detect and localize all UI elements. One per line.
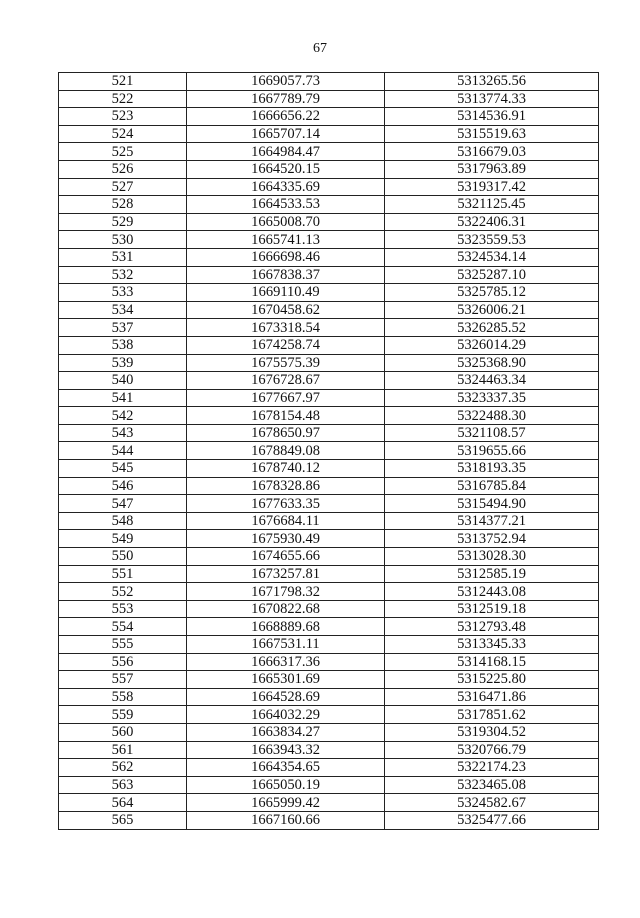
y-coordinate-cell: 5316679.03: [385, 143, 599, 161]
y-coordinate-cell: 5313028.30: [385, 548, 599, 566]
y-coordinate-cell: 5319317.42: [385, 178, 599, 196]
coordinates-table: [58, 72, 599, 830]
x-coordinate-cell: 1664528.69: [187, 688, 385, 706]
y-coordinate-cell: 5312793.48: [385, 618, 599, 636]
point-number-cell: 526: [59, 160, 187, 178]
table-row: [59, 73, 599, 91]
table-row: [59, 442, 599, 460]
x-coordinate-cell: 1670822.68: [187, 600, 385, 618]
x-coordinate-cell: 1663943.32: [187, 741, 385, 759]
table-row: [59, 336, 599, 354]
x-coordinate-cell: 1665707.14: [187, 125, 385, 143]
x-coordinate-cell: 1678650.97: [187, 424, 385, 442]
point-number-cell: 543: [59, 424, 187, 442]
point-number-cell: 562: [59, 759, 187, 777]
table-row: [59, 90, 599, 108]
table-row: [59, 759, 599, 777]
y-coordinate-cell: 5313752.94: [385, 530, 599, 548]
table-row: [59, 213, 599, 231]
table-row: [59, 284, 599, 302]
y-coordinate-cell: 5313345.33: [385, 636, 599, 654]
y-coordinate-cell: 5312519.18: [385, 600, 599, 618]
x-coordinate-cell: 1678740.12: [187, 460, 385, 478]
table-row: [59, 108, 599, 126]
point-number-cell: 529: [59, 213, 187, 231]
table-row: [59, 723, 599, 741]
table-row: [59, 178, 599, 196]
x-coordinate-cell: 1678849.08: [187, 442, 385, 460]
point-number-cell: 560: [59, 723, 187, 741]
point-number-cell: 522: [59, 90, 187, 108]
y-coordinate-cell: 5315519.63: [385, 125, 599, 143]
x-coordinate-cell: 1669110.49: [187, 284, 385, 302]
point-number-cell: 564: [59, 794, 187, 812]
table-row: [59, 125, 599, 143]
point-number-cell: 565: [59, 811, 187, 829]
y-coordinate-cell: 5318193.35: [385, 460, 599, 478]
x-coordinate-cell: 1676728.67: [187, 372, 385, 390]
y-coordinate-cell: 5323337.35: [385, 389, 599, 407]
point-number-cell: 541: [59, 389, 187, 407]
x-coordinate-cell: 1678154.48: [187, 407, 385, 425]
y-coordinate-cell: 5317963.89: [385, 160, 599, 178]
y-coordinate-cell: 5316471.86: [385, 688, 599, 706]
y-coordinate-cell: 5322406.31: [385, 213, 599, 231]
table-row: [59, 688, 599, 706]
table-row: [59, 794, 599, 812]
x-coordinate-cell: 1670458.62: [187, 301, 385, 319]
y-coordinate-cell: 5324534.14: [385, 248, 599, 266]
table-row: [59, 706, 599, 724]
point-number-cell: 546: [59, 477, 187, 495]
table-row: [59, 143, 599, 161]
point-number-cell: 552: [59, 583, 187, 601]
x-coordinate-cell: 1677667.97: [187, 389, 385, 407]
table-row: [59, 301, 599, 319]
x-coordinate-cell: 1667160.66: [187, 811, 385, 829]
point-number-cell: 521: [59, 73, 187, 91]
y-coordinate-cell: 5323559.53: [385, 231, 599, 249]
y-coordinate-cell: 5322488.30: [385, 407, 599, 425]
x-coordinate-cell: 1663834.27: [187, 723, 385, 741]
x-coordinate-cell: 1667531.11: [187, 636, 385, 654]
point-number-cell: 556: [59, 653, 187, 671]
x-coordinate-cell: 1664533.53: [187, 196, 385, 214]
point-number-cell: 545: [59, 460, 187, 478]
x-coordinate-cell: 1664984.47: [187, 143, 385, 161]
point-number-cell: 553: [59, 600, 187, 618]
table-row: [59, 548, 599, 566]
point-number-cell: 540: [59, 372, 187, 390]
point-number-cell: 534: [59, 301, 187, 319]
point-number-cell: 532: [59, 266, 187, 284]
point-number-cell: 531: [59, 248, 187, 266]
table-row: [59, 372, 599, 390]
table-row: [59, 248, 599, 266]
x-coordinate-cell: 1676684.11: [187, 512, 385, 530]
x-coordinate-cell: 1667789.79: [187, 90, 385, 108]
x-coordinate-cell: 1665301.69: [187, 671, 385, 689]
x-coordinate-cell: 1677633.35: [187, 495, 385, 513]
point-number-cell: 548: [59, 512, 187, 530]
x-coordinate-cell: 1673257.81: [187, 565, 385, 583]
table-row: [59, 583, 599, 601]
point-number-cell: 555: [59, 636, 187, 654]
x-coordinate-cell: 1665741.13: [187, 231, 385, 249]
y-coordinate-cell: 5319655.66: [385, 442, 599, 460]
x-coordinate-cell: 1675575.39: [187, 354, 385, 372]
y-coordinate-cell: 5313774.33: [385, 90, 599, 108]
point-number-cell: 539: [59, 354, 187, 372]
y-coordinate-cell: 5321108.57: [385, 424, 599, 442]
point-number-cell: 563: [59, 776, 187, 794]
x-coordinate-cell: 1671798.32: [187, 583, 385, 601]
y-coordinate-cell: 5313265.56: [385, 73, 599, 91]
y-coordinate-cell: 5325785.12: [385, 284, 599, 302]
x-coordinate-cell: 1678328.86: [187, 477, 385, 495]
x-coordinate-cell: 1664032.29: [187, 706, 385, 724]
point-number-cell: 533: [59, 284, 187, 302]
y-coordinate-cell: 5314536.91: [385, 108, 599, 126]
table-row: [59, 231, 599, 249]
y-coordinate-cell: 5314168.15: [385, 653, 599, 671]
point-number-cell: 558: [59, 688, 187, 706]
table-row: [59, 776, 599, 794]
table-row: [59, 460, 599, 478]
x-coordinate-cell: 1674655.66: [187, 548, 385, 566]
x-coordinate-cell: 1665008.70: [187, 213, 385, 231]
x-coordinate-cell: 1666698.46: [187, 248, 385, 266]
table-row: [59, 671, 599, 689]
point-number-cell: 547: [59, 495, 187, 513]
point-number-cell: 527: [59, 178, 187, 196]
point-number-cell: 542: [59, 407, 187, 425]
point-number-cell: 528: [59, 196, 187, 214]
point-number-cell: 537: [59, 319, 187, 337]
x-coordinate-cell: 1665999.42: [187, 794, 385, 812]
table-row: [59, 407, 599, 425]
x-coordinate-cell: 1664354.65: [187, 759, 385, 777]
x-coordinate-cell: 1675930.49: [187, 530, 385, 548]
table-row: [59, 811, 599, 829]
table-row: [59, 319, 599, 337]
x-coordinate-cell: 1668889.68: [187, 618, 385, 636]
y-coordinate-cell: 5326285.52: [385, 319, 599, 337]
point-number-cell: 524: [59, 125, 187, 143]
table-row: [59, 495, 599, 513]
x-coordinate-cell: 1666656.22: [187, 108, 385, 126]
table-row: [59, 266, 599, 284]
y-coordinate-cell: 5315225.80: [385, 671, 599, 689]
x-coordinate-cell: 1674258.74: [187, 336, 385, 354]
y-coordinate-cell: 5326014.29: [385, 336, 599, 354]
table-row: [59, 600, 599, 618]
x-coordinate-cell: 1666317.36: [187, 653, 385, 671]
point-number-cell: 559: [59, 706, 187, 724]
point-number-cell: 554: [59, 618, 187, 636]
y-coordinate-cell: 5315494.90: [385, 495, 599, 513]
y-coordinate-cell: 5323465.08: [385, 776, 599, 794]
y-coordinate-cell: 5321125.45: [385, 196, 599, 214]
y-coordinate-cell: 5325287.10: [385, 266, 599, 284]
table-row: [59, 196, 599, 214]
y-coordinate-cell: 5324463.34: [385, 372, 599, 390]
x-coordinate-cell: 1664520.15: [187, 160, 385, 178]
table-row: [59, 530, 599, 548]
page-number: 67: [313, 41, 327, 56]
y-coordinate-cell: 5325477.66: [385, 811, 599, 829]
point-number-cell: 561: [59, 741, 187, 759]
point-number-cell: 551: [59, 565, 187, 583]
y-coordinate-cell: 5320766.79: [385, 741, 599, 759]
y-coordinate-cell: 5322174.23: [385, 759, 599, 777]
x-coordinate-cell: 1664335.69: [187, 178, 385, 196]
table-row: [59, 653, 599, 671]
y-coordinate-cell: 5312585.19: [385, 565, 599, 583]
y-coordinate-cell: 5325368.90: [385, 354, 599, 372]
point-number-cell: 538: [59, 336, 187, 354]
point-number-cell: 525: [59, 143, 187, 161]
table-row: [59, 477, 599, 495]
coordinates-table-body: [59, 73, 599, 830]
table-row: [59, 741, 599, 759]
table-row: [59, 565, 599, 583]
y-coordinate-cell: 5326006.21: [385, 301, 599, 319]
x-coordinate-cell: 1665050.19: [187, 776, 385, 794]
table-row: [59, 618, 599, 636]
point-number-cell: 557: [59, 671, 187, 689]
table-row: [59, 354, 599, 372]
table-row: [59, 512, 599, 530]
y-coordinate-cell: 5314377.21: [385, 512, 599, 530]
y-coordinate-cell: 5316785.84: [385, 477, 599, 495]
x-coordinate-cell: 1669057.73: [187, 73, 385, 91]
table-row: [59, 636, 599, 654]
y-coordinate-cell: 5324582.67: [385, 794, 599, 812]
y-coordinate-cell: 5312443.08: [385, 583, 599, 601]
table-row: [59, 424, 599, 442]
x-coordinate-cell: 1673318.54: [187, 319, 385, 337]
table-row: [59, 389, 599, 407]
table-row: [59, 160, 599, 178]
point-number-cell: 544: [59, 442, 187, 460]
y-coordinate-cell: 5319304.52: [385, 723, 599, 741]
point-number-cell: 550: [59, 548, 187, 566]
point-number-cell: 523: [59, 108, 187, 126]
point-number-cell: 549: [59, 530, 187, 548]
point-number-cell: 530: [59, 231, 187, 249]
y-coordinate-cell: 5317851.62: [385, 706, 599, 724]
x-coordinate-cell: 1667838.37: [187, 266, 385, 284]
